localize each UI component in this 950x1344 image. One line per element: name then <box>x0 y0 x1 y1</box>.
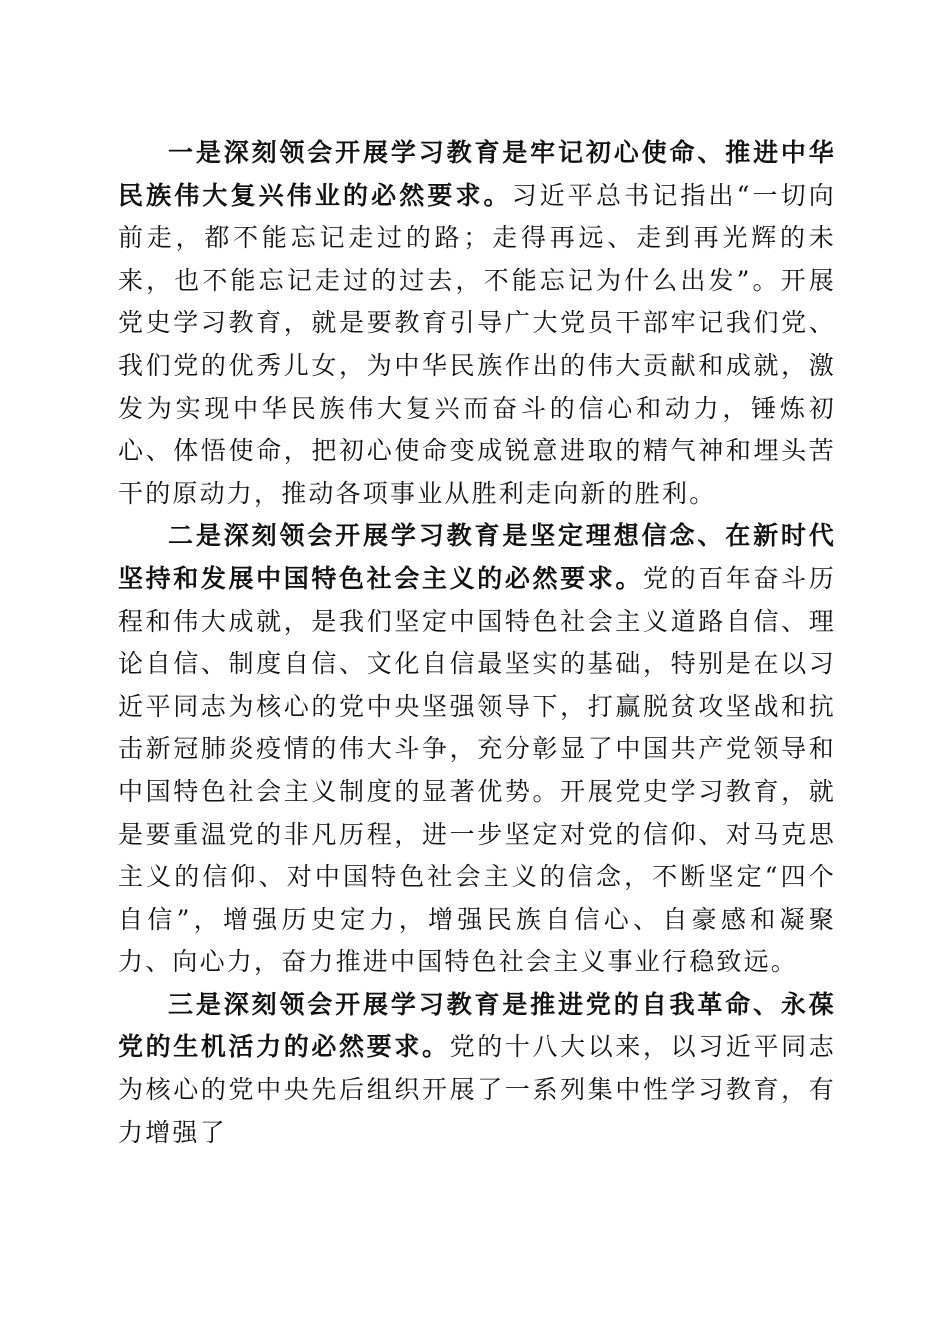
paragraph-3-body: 党的十八大以来，以习近平同志为核心的党中央先后组织开展了一系列集中性学习教育，有力增强了 <box>118 1032 836 1147</box>
paragraph-1 <box>118 132 836 515</box>
paragraph-2 <box>118 515 836 984</box>
paragraph-1-body: 习近平总书记指出“一切向前走，都不能忘记走过的路；走得再远、走到再光辉的未来，也不能忘记走过的过去，不能忘记为什么出发”。开展党史学习教育，就是要教育引导广大党员干部牢记我们党、我们党的优秀儿女，为中华民族作出的伟大贡献和成就，激发为实现中华民族伟大复兴而奋斗的信心和动力，锤炼初心、体悟使命，把初心使命变成锐意进取的精气神和埋头苦干的原动力，推动各项事业从胜利走向新的胜利。 <box>118 180 836 508</box>
paragraph-1-lead: 一是深刻领会开展学习教育是牢记初心使命、推进中华民族伟大复兴伟业的必然要求。 <box>118 138 836 210</box>
paragraph-2-body: 党的百年奋斗历程和伟大成就，是我们坚定中国特色社会主义道路自信、理论自信、制度自信、文化自信最坚实的基础，特别是在以习近平同志为核心的党中央坚强领导下，打赢脱贫攻坚战和抗击新冠肺炎疫情的伟大斗争，充分彰显了中国共产党领导和中国特色社会主义制度的显著优势。开展党史学习教育，就是要重温党的非凡历程，进一步坚定对党的信仰、对马克思主义的信仰、对中国特色社会主义的信念，不断坚定“四个自信”，增强历史定力，增强民族自信心、自豪感和凝聚力、向心力，奋力推进中国特色社会主义事业行稳致远。 <box>118 563 836 977</box>
document-page <box>118 132 836 1154</box>
paragraph-3 <box>118 984 836 1154</box>
paragraph-2-lead: 二是深刻领会开展学习教育是坚定理想信念、在新时代坚持和发展中国特色社会主义的必然要求。 <box>118 521 836 593</box>
paragraph-3-lead: 三是深刻领会开展学习教育是推进党的自我革命、永葆党的生机活力的必然要求。 <box>118 989 836 1062</box>
